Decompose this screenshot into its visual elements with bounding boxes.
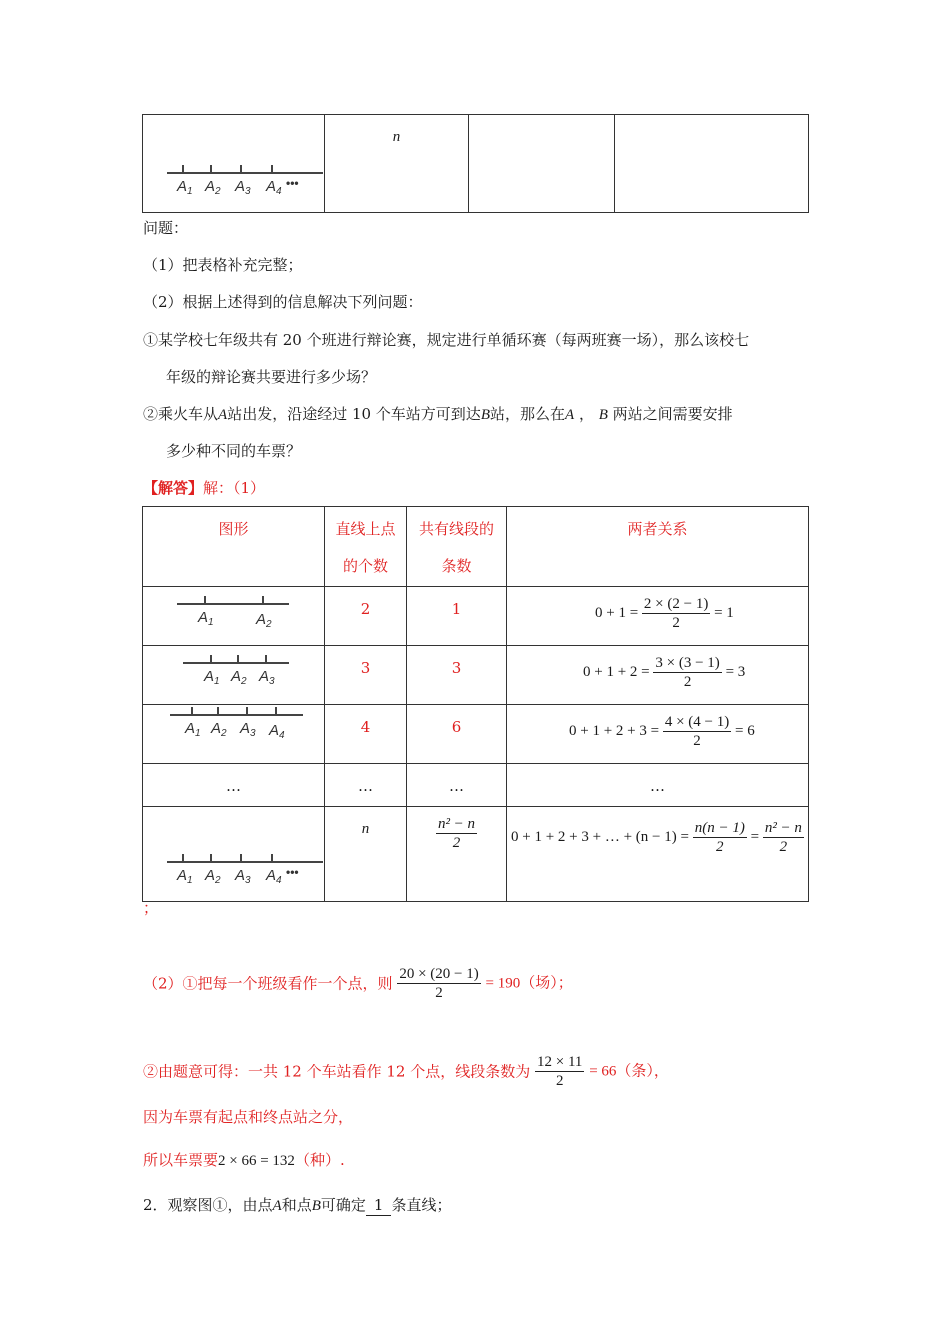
table-row [143,587,809,646]
svg-text:A2: $A_2$ [205,867,221,886]
row-n-den1: 2 [716,839,724,855]
row-n-relation [507,807,809,902]
ellipsis-segments: … [449,777,464,795]
figure-4-points-cell [143,705,325,764]
figure-n-points-cell [143,807,325,902]
svg-text:A3: $A_3$ [235,867,251,886]
question-2a-line1: ①某学校七年级共有 20 个班进行辩论赛，规定进行单循环赛（每两班赛一场），那么该校七 [143,331,750,349]
segment-figure-4-points [143,705,324,759]
row3-relation [507,705,809,764]
top-relation-cell [615,115,809,213]
p5-pre: 所以车票要 [143,1151,219,1169]
question-heading: 问题： [143,219,189,237]
svg-text:A4: $A_4$ [269,722,285,741]
question-2a-line2: 年级的辩论赛共要进行多少场？ [166,368,377,386]
q2b-point-a2: A [565,407,575,423]
svg-text:A2: $A_2$ [211,720,227,739]
p3-num: 12 × 11 [537,1054,583,1070]
row3-lhs: 0 + 1 + 2 + 3 = [569,722,660,739]
header-points [325,507,407,587]
row2-den: 2 [683,674,692,690]
p5-post: （种）. [294,1151,345,1169]
answer-tag: 【解答】 [143,479,204,497]
row2-segments: 3 [451,659,462,677]
svg-text:A2: $A_2$ [205,178,221,197]
answer-lead [143,478,265,498]
row1-den: 2 [672,615,680,631]
p3-post: = 66（条）， [589,1063,669,1080]
header-relation-text: 两者关系 [627,520,688,538]
row1-relation [507,587,809,646]
header-figure-text: 图形 [218,520,249,538]
question-2b-line1: ②乘火车从A站出发，沿途经过 10 个车站方可到达B站，那么在A ， B 两站之间需要安排 [143,405,733,423]
p2-den: 2 [435,985,443,1001]
question-2: （2）根据上述得到的信息解决下列问题： [143,293,423,311]
svg-text:A2: $A_2$ [231,668,247,687]
answer-semicolon: ； [143,899,159,917]
row3-den: 2 [693,733,701,749]
answer-line4: 因为车票有起点和终点站之分， [143,1108,354,1126]
row-n-num1: n(n − 1) [694,820,745,836]
figure-2-points-cell [143,587,325,646]
svg-text:A1: $A_1$ [204,668,220,687]
header-points-line1: 直线上点 [335,520,396,538]
header-segments [407,507,507,587]
row2-lhs: 0 + 1 + 2 = [583,663,650,680]
question-2b-line2: 多少种不同的车票？ [166,442,302,460]
row-n-eq: = [750,828,760,845]
header-points-line2: 的个数 [342,557,388,575]
q3-answer-blank: 1 [366,1195,392,1216]
q2b-mid2: 站，那么在 [489,405,565,423]
header-figure [143,507,325,587]
q3-mid: 和点 [281,1196,312,1214]
svg-text:A1: $A_1$ [177,867,193,886]
top-table [142,114,809,213]
row-n-seg-num: n² − n [437,816,476,832]
row1-lhs: 0 + 1 = [595,604,639,621]
svg-text:A4: $A_4$ [266,867,282,886]
segment-figure-3-points [143,646,324,700]
ellipsis-points: … [358,777,373,795]
table-row [143,705,809,764]
answer-lead-text: 解：（1） [203,479,266,497]
top-figure-cell [143,115,325,213]
q3-post: 条直线； [391,1196,452,1214]
header-segments-line2: 条数 [441,557,472,575]
svg-text:A3: $A_3$ [240,720,256,739]
row-n-seg-den: 2 [452,835,461,851]
p2-post: = 190（场）； [485,975,573,992]
p5-math: 2 × 66 = 132 [218,1153,295,1169]
table-row [143,807,809,902]
q3-mid2: 可确定 [320,1196,366,1214]
row-n-den2: 2 [779,839,788,855]
answer-part2-2 [143,1053,669,1090]
row1-rhs: = 1 [714,604,734,621]
ellipsis-relation: … [650,777,665,795]
table-row [143,764,809,807]
row1-segments: 1 [451,600,462,618]
row-n-num2: n² − n [764,820,802,836]
segment-figure-2-points [143,587,324,641]
row3-points: 4 [360,718,371,736]
row3-rhs: = 6 [735,722,755,739]
svg-text:A3: $A_3$ [259,668,275,687]
top-segments-cell [469,115,615,213]
segment-figure-n-points [143,115,324,208]
row2-relation [507,646,809,705]
answer-part2-1 [143,965,573,1002]
row-n-points: n [361,821,370,837]
header-segments-line1: 共有线段的 [418,520,494,538]
p2-num: 20 × (20 − 1) [399,966,479,982]
row1-points: 2 [360,600,371,618]
row2-points: 3 [360,659,371,677]
row-n-lhs: 0 + 1 + 2 + 3 + … + (n − 1) = [511,828,689,845]
row2-rhs: = 3 [725,663,746,680]
row-n-segments [407,807,507,902]
q3-point-b: B [311,1198,321,1214]
svg-text:A1: $A_1$ [198,609,214,628]
q2b-post: 两站之间需要安排 [612,405,733,423]
q2b-point-b2: B [598,407,608,423]
svg-text:•••: ••• [286,865,299,879]
segment-figure-n-points-answer [143,807,324,897]
p3-pre: ②由题意可得：一共 12 个车站看作 12 个点，线段条数为 [143,1062,531,1081]
svg-text:•••: ••• [286,176,299,190]
q2b-point-a: A [218,407,228,423]
svg-text:A1: $A_1$ [177,178,193,197]
row3-segments: 6 [451,718,462,736]
row3-num: 4 × (4 − 1) [664,714,730,730]
top-n-label: n [392,129,401,145]
question-next [143,1195,451,1216]
svg-text:A4: $A_4$ [266,178,282,197]
q2b-point-b: B [480,407,490,423]
svg-text:A3: $A_3$ [235,178,251,197]
q3-pre: 2．观察图①，由点 [143,1196,273,1214]
row2-num: 3 × (3 − 1) [655,655,720,671]
svg-text:A2: $A_2$ [256,611,272,630]
q2b-pre: ②乘火车从 [143,405,219,423]
ellipsis-figure: … [226,777,241,795]
answer-table-header [143,507,809,587]
answer-table [142,506,809,902]
p3-den: 2 [555,1073,564,1089]
svg-text:A1: $A_1$ [185,720,201,739]
q3-point-a: A [272,1198,282,1214]
question-1: （1）把表格补充完整； [143,256,303,274]
table-row [143,646,809,705]
answer-line5 [143,1150,345,1171]
top-points-cell [325,115,469,213]
row1-num: 2 × (2 − 1) [643,596,709,612]
header-relation [507,507,809,587]
figure-3-points-cell [143,646,325,705]
p2-pre: （2）①把每一个班级看作一个点，则 [143,974,393,993]
q2b-mid: 站出发，沿途经过 10 个车站方可到达 [227,405,481,423]
